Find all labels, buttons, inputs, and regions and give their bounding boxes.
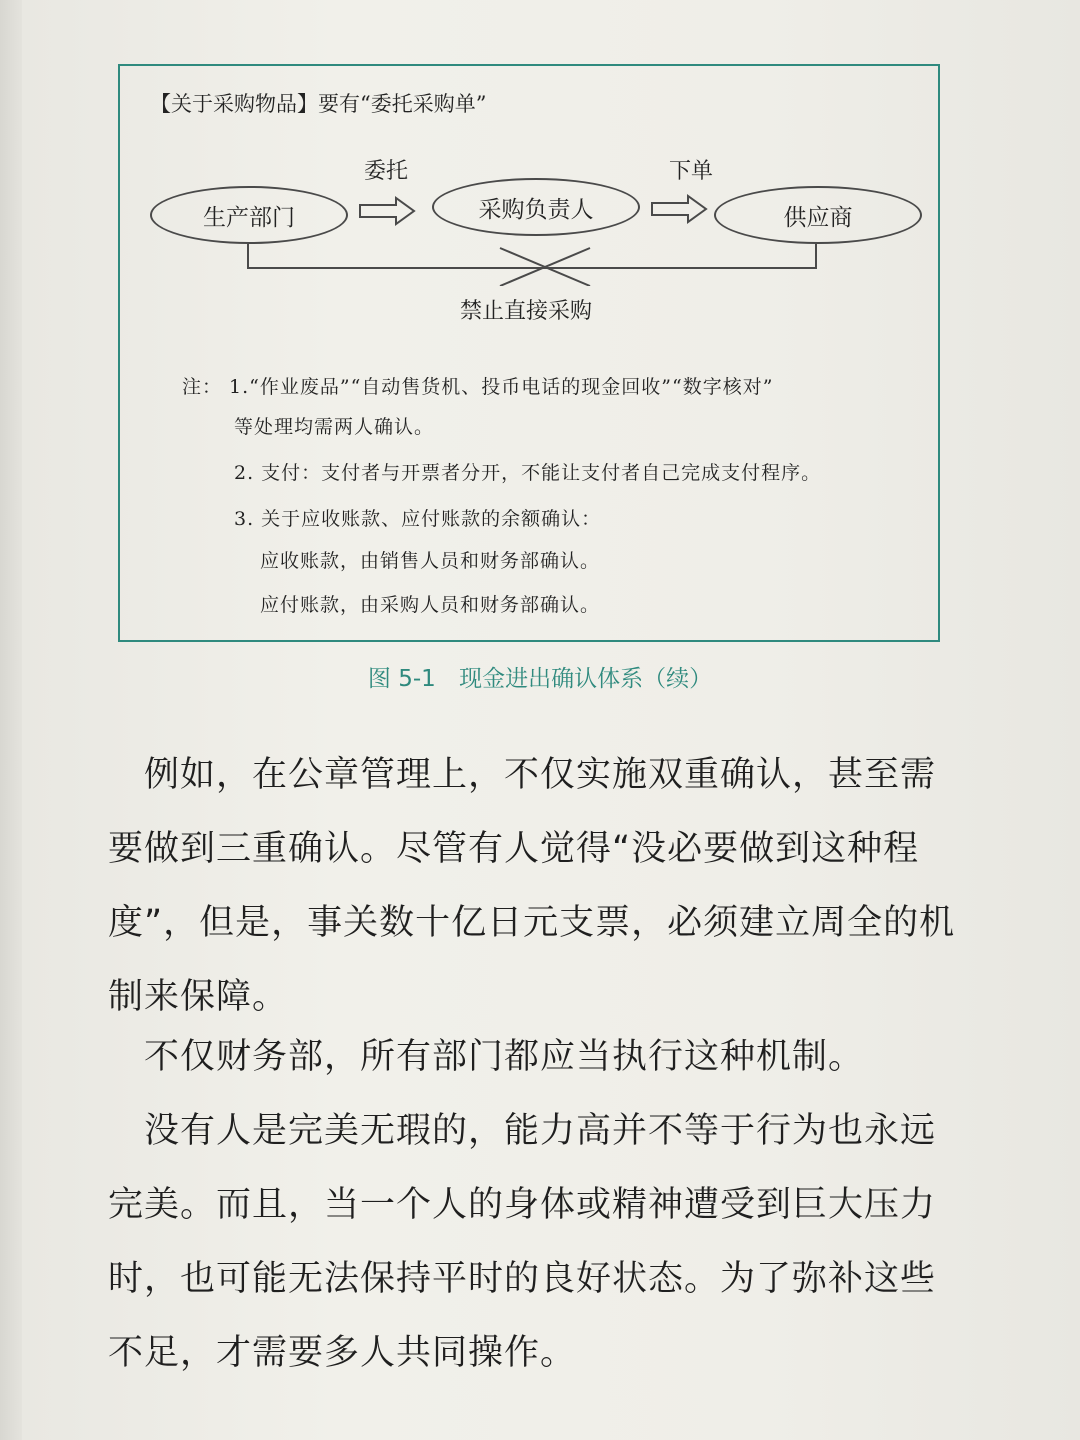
edge-label-order: 下单 (669, 159, 714, 184)
paragraph-line: 制来保障。 (108, 977, 289, 1017)
node-production-dept: 生产部门 (150, 186, 348, 244)
figure-heading: 【关于采购物品】要有“委托采购单” (150, 92, 487, 116)
note-3-receivable: 应收账款，由销售人员和财务部确认。 (260, 550, 601, 572)
paragraph-line: 完美。而且，当一个人的身体或精神遭受到巨大压力 (108, 1185, 937, 1225)
figure-title: 现金进出确认体系（续） (459, 666, 713, 692)
paragraph-3 (108, 1094, 968, 1390)
figure-caption (0, 660, 1080, 693)
paragraph-line: 不足，才需要多人共同操作。 (108, 1333, 577, 1373)
figure-number: 图 5-1 (367, 666, 436, 692)
arrow-right-icon (358, 196, 416, 226)
paragraph-line: 度”，但是，事关数十亿日元支票，必须建立周全的机 (108, 903, 956, 943)
figure-box (118, 64, 940, 642)
paragraph-line: 时，也可能无法保持平时的良好状态。为了弥补这些 (108, 1259, 937, 1299)
forbidden-direct-path (120, 226, 942, 286)
paragraph-line: 要做到三重确认。尽管有人觉得“没必要做到这种程 (108, 829, 920, 869)
node-purchasing-manager: 采购负责人 (432, 178, 640, 236)
paragraph-line: 例如，在公章管理上，不仅实施双重确认，甚至需 (108, 755, 937, 795)
paragraph-line: 不仅财务部，所有部门都应当执行这种机制。 (108, 1037, 865, 1077)
note-1: 注： 1.“作业废品”“自动售货机、投币电话的现金回收”“数字核对” (182, 376, 774, 398)
forbidden-label: 禁止直接采购 (460, 299, 593, 324)
paragraph-2 (108, 1020, 968, 1094)
paragraph-line: 没有人是完美无瑕的，能力高并不等于行为也永远 (108, 1111, 937, 1151)
paragraph-1 (108, 738, 968, 1034)
arrow-right-icon (650, 194, 708, 224)
node-supplier: 供应商 (714, 186, 922, 244)
page-edge (0, 0, 22, 1440)
note-3-payable: 应付账款，由采购人员和财务部确认。 (260, 594, 601, 616)
note-3: 3. 关于应收账款、应付账款的余额确认： (234, 508, 602, 530)
note-2: 2. 支付：支付者与开票者分开，不能让支付者自己完成支付程序。 (234, 462, 822, 484)
note-1-cont: 等处理均需两人确认。 (234, 416, 435, 438)
edge-label-entrust: 委托 (364, 159, 409, 184)
